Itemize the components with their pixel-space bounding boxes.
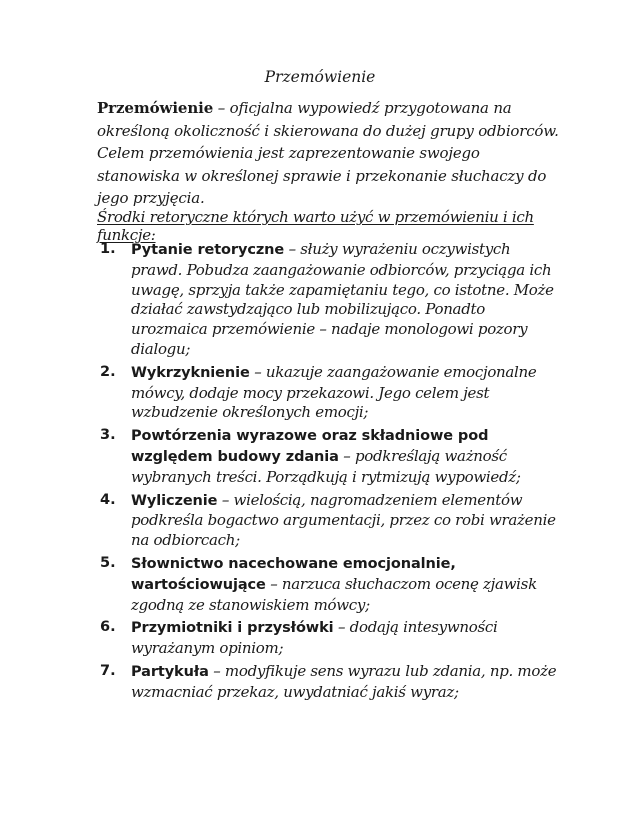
document-title: Przemówienie bbox=[264, 68, 376, 86]
list-item bbox=[100, 618, 560, 659]
list-item-number: 5. bbox=[100, 554, 116, 571]
list-item bbox=[100, 491, 560, 551]
list-item bbox=[100, 240, 560, 360]
list-item-name: Partykuła bbox=[131, 663, 209, 680]
list-item-number: 7. bbox=[100, 662, 116, 679]
list-item-description: – dodają intesywności wyrażanym opiniom; bbox=[131, 618, 498, 658]
list-item-number: 3. bbox=[100, 427, 116, 444]
list-item-number: 2. bbox=[100, 363, 116, 380]
list-item bbox=[100, 426, 560, 487]
list-item-number: 4. bbox=[100, 491, 116, 508]
list-item-name: Przymiotniki i przysłówki bbox=[131, 620, 334, 637]
section-heading: Środki retoryczne których warto użyć w przemówieniu i ich funkcje: bbox=[97, 208, 534, 244]
list-item-name: Powtórzenia wyrazowe oraz składniowe pod względem budowy zdania bbox=[131, 428, 489, 465]
list-item-number: 6. bbox=[100, 619, 116, 636]
list-item-name: Wykrzyknienie bbox=[131, 364, 250, 381]
list-item-description: – wielością, nagromadzeniem elementów podkreśla bogactwo argumentacji, przez co robi wrażenie na odbiorcach; bbox=[131, 490, 556, 550]
definition-paragraph bbox=[97, 97, 567, 210]
list-item-name: Pytanie retoryczne bbox=[131, 242, 285, 258]
list-item-description: – modyfikuje sens wyrazu lub zdania, np. może wzmacniać przekaz, uwydatniać jakiś wyraz; bbox=[131, 661, 557, 701]
list-item-name: Słownictwo nacechowane emocjonalnie, wartościowujące bbox=[131, 555, 456, 593]
list-item-name: Wyliczenie bbox=[131, 492, 218, 509]
list-item bbox=[100, 662, 560, 703]
rhetorical-devices-list bbox=[100, 240, 560, 706]
definition-term: Przemówienie bbox=[97, 99, 214, 117]
list-item bbox=[100, 554, 560, 615]
list-item-description: – służy wyrażeniu oczywistych prawd. Pobudza zaangażowanie odbiorców, przyciąga ich uwagę, sprzyja także zapamiętaniu tego, co istotne. Może działać zawstydzająco lub mobilizująco. Ponadto urozmaica przemówienie – nadaje monologowi pozory dialogu; bbox=[131, 240, 554, 358]
definition-text: – oficjalna wypowiedź przygotowana na określoną okoliczność i skierowana do dużej grupy odbiorców. Celem przemówienia jest zaprezentowanie swojego stanowiska w określonej sprawie i przekonanie słuchaczy do jego przyjęcia. bbox=[97, 99, 559, 207]
list-item-description: – narzuca słuchaczom ocenę zjawisk zgodną ze stanowiskiem mówcy; bbox=[131, 574, 537, 614]
list-item bbox=[100, 363, 560, 423]
list-item-number: 1. bbox=[100, 241, 116, 257]
list-item-description: – ukazuje zaangażowanie emocjonalne mówcy, dodaje mocy przekazowi. Jego celem jest wzbudzenie określonych emocji; bbox=[131, 362, 537, 422]
list-item-description: – podkreślają ważność wybranych treści. Porządkują i rytmizują wypowiedź; bbox=[131, 446, 521, 486]
